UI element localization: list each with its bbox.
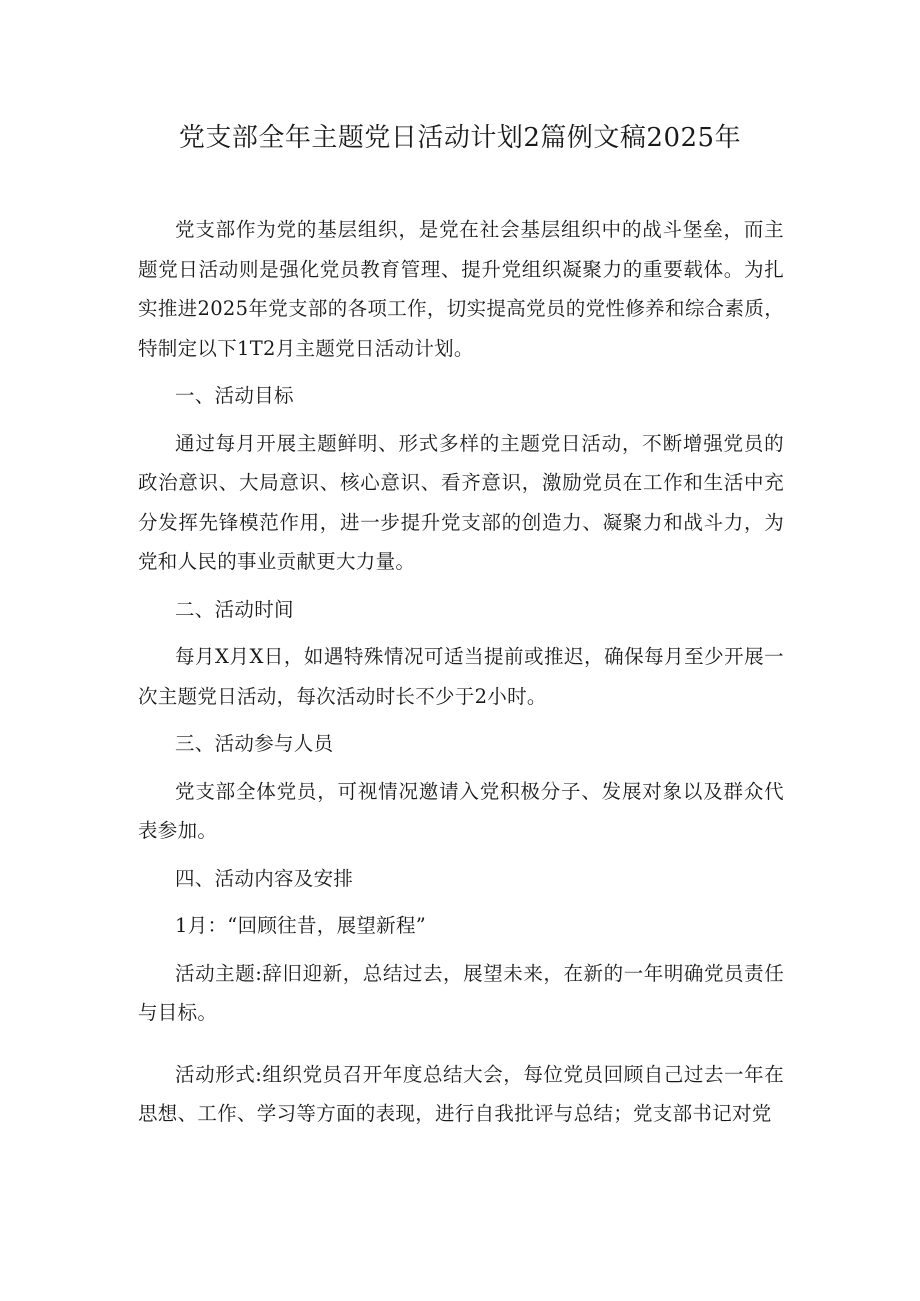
section-heading-time: 二、活动时间 <box>175 597 294 621</box>
section-heading-content: 四、活动内容及安排 <box>175 866 354 890</box>
section-body-goals: 通过每月开展主题鲜明、形式多样的主题党日活动，不断增强党员的政治意识、大局意识、核心意识、看齐意识，激励党员在工作和生活中充分发挥先锋模范作用，进一步提升党支部的创造力、凝聚力和战斗力，为党和人民的事业贡献更大力量。 <box>138 431 784 573</box>
document-body <box>138 210 784 1142</box>
document-title: 党支部全年主题党日活动计划2篇例文稿2025年 <box>178 123 742 153</box>
section-heading-participants: 三、活动参与人员 <box>175 732 334 755</box>
section-body-time: 每月X月X日，如遇特殊情况可适当提前或推迟，确保每月至少开展一次主题党日活动，每次活动时长不少于2小时。 <box>138 645 784 708</box>
january-theme-paragraph: 活动主题:辞旧迎新，总结过去，展望未来，在新的一年明确党员责任与目标。 <box>138 961 784 1024</box>
january-form-paragraph: 活动形式:组织党员召开年度总结大会，每位党员回顾自己过去一年在思想、工作、学习等方面的表现，进行自我批评与总结；党支部书记对党 <box>138 1062 784 1125</box>
intro-paragraph: 党支部作为党的基层组织，是党在社会基层组织中的战斗堡垒，而主题党日活动则是强化党员教育管理、提升党组织凝聚力的重要载体。为扎实推进2025年党支部的各项工作，切实提高党员的党性修养和综合素质，特制定以下1T2月主题党日活动计划。 <box>138 218 784 360</box>
section-heading-goals: 一、活动目标 <box>175 384 294 407</box>
january-heading: 1月：“回顾往昔，展望新程” <box>175 914 427 937</box>
section-body-participants: 党支部全体党员，可视情况邀请入党积极分子、发展对象以及群众代表参加。 <box>138 779 784 842</box>
